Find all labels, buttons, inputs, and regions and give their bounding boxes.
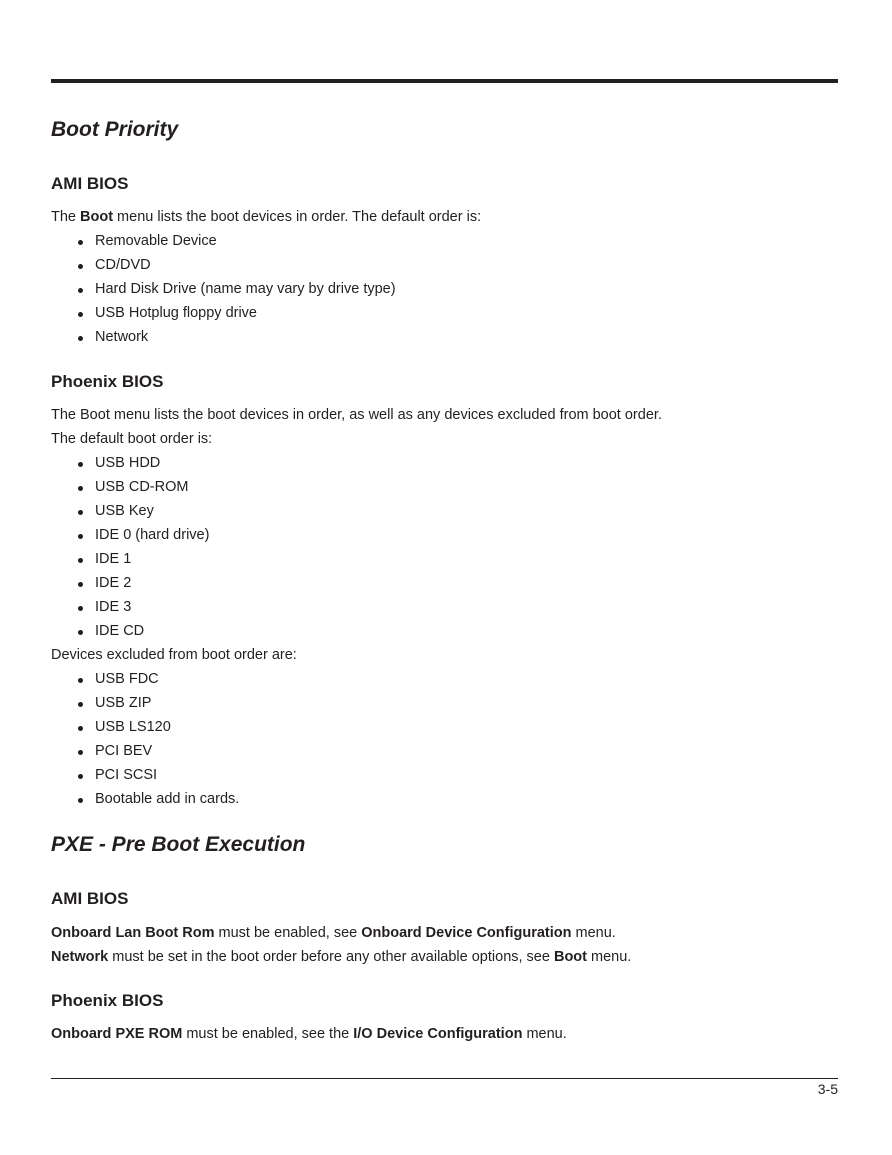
- pxe-phoenix-line1: [51, 1022, 567, 1046]
- list-item: USB LS120: [51, 715, 662, 739]
- ami-intro-pre: The: [51, 209, 81, 225]
- pxe-phoenix-block: [51, 1022, 567, 1046]
- list-item: IDE 3: [51, 595, 662, 619]
- pxe-ami-line2-bold1: Network: [51, 949, 109, 965]
- excluded-devices-list: [51, 667, 662, 811]
- pxe-ami-line1-text2: menu.: [571, 925, 616, 941]
- phoenix-intro-line1: The Boot menu lists the boot devices in order, as well as any devices excluded from boot order.: [51, 407, 662, 423]
- phoenix-boot-order-list: [51, 451, 662, 643]
- list-item: CD/DVD: [51, 253, 481, 277]
- list-item: USB HDD: [51, 451, 662, 475]
- pxe-ami-line1-text1: must be enabled, see: [214, 925, 362, 941]
- ami-intro-post: menu lists the boot devices in order. The default order is:: [113, 209, 482, 225]
- phoenix-intro-line2: The default boot order is:: [51, 431, 213, 447]
- pxe-phoenix-line1-bold1: Onboard PXE ROM: [51, 1026, 183, 1042]
- list-item: Network: [51, 325, 481, 349]
- list-item: Bootable add in cards.: [51, 787, 662, 811]
- pxe-ami-line1-bold1: Onboard Lan Boot Rom: [51, 925, 215, 941]
- ami-boot-order-list: [51, 229, 481, 349]
- pxe-ami-line2-bold2: Boot: [553, 949, 587, 965]
- list-item: IDE 0 (hard drive): [51, 523, 662, 547]
- list-item: PCI SCSI: [51, 763, 662, 787]
- list-item: IDE 1: [51, 547, 662, 571]
- footer-rule: [51, 1078, 838, 1079]
- ami-intro-bold: Boot: [80, 209, 114, 225]
- pxe-phoenix-line1-text1: must be enabled, see the: [182, 1026, 354, 1042]
- header-rule: [51, 79, 838, 83]
- ami-intro-paragraph: [51, 205, 481, 229]
- pxe-ami-line1-bold2: Onboard Device Configuration: [361, 925, 572, 941]
- section-title-pxe: PXE - Pre Boot Execution: [51, 833, 306, 856]
- excluded-devices-label: Devices excluded from boot order are:: [51, 647, 297, 663]
- subheading-pxe-ami-bios: AMI BIOS: [51, 889, 129, 908]
- list-item: Removable Device: [51, 229, 481, 253]
- pxe-ami-line2: [51, 945, 631, 969]
- ami-boot-order-block: [51, 205, 481, 349]
- pxe-ami-line2-text2: menu.: [586, 949, 632, 965]
- pxe-ami-line1: [51, 921, 631, 945]
- page-number: 3-5: [817, 1081, 838, 1097]
- pxe-phoenix-line1-text2: menu.: [522, 1026, 567, 1042]
- list-item: USB Hotplug floppy drive: [51, 301, 481, 325]
- list-item: IDE 2: [51, 571, 662, 595]
- subheading-pxe-phoenix-bios: Phoenix BIOS: [51, 991, 164, 1010]
- subheading-phoenix-bios: Phoenix BIOS: [51, 372, 164, 391]
- list-item: USB ZIP: [51, 691, 662, 715]
- list-item: PCI BEV: [51, 739, 662, 763]
- phoenix-boot-order-block: [51, 403, 662, 811]
- section-title-boot-priority: Boot Priority: [51, 118, 179, 141]
- list-item: Hard Disk Drive (name may vary by drive type): [51, 277, 481, 301]
- subheading-ami-bios: AMI BIOS: [51, 174, 129, 193]
- pxe-phoenix-line1-bold2: I/O Device Configuration: [353, 1026, 523, 1042]
- pxe-ami-line2-text1: must be set in the boot order before any other available options, see: [108, 949, 554, 965]
- list-item: IDE CD: [51, 619, 662, 643]
- list-item: USB Key: [51, 499, 662, 523]
- pxe-ami-block: [51, 921, 631, 969]
- list-item: USB FDC: [51, 667, 662, 691]
- list-item: USB CD-ROM: [51, 475, 662, 499]
